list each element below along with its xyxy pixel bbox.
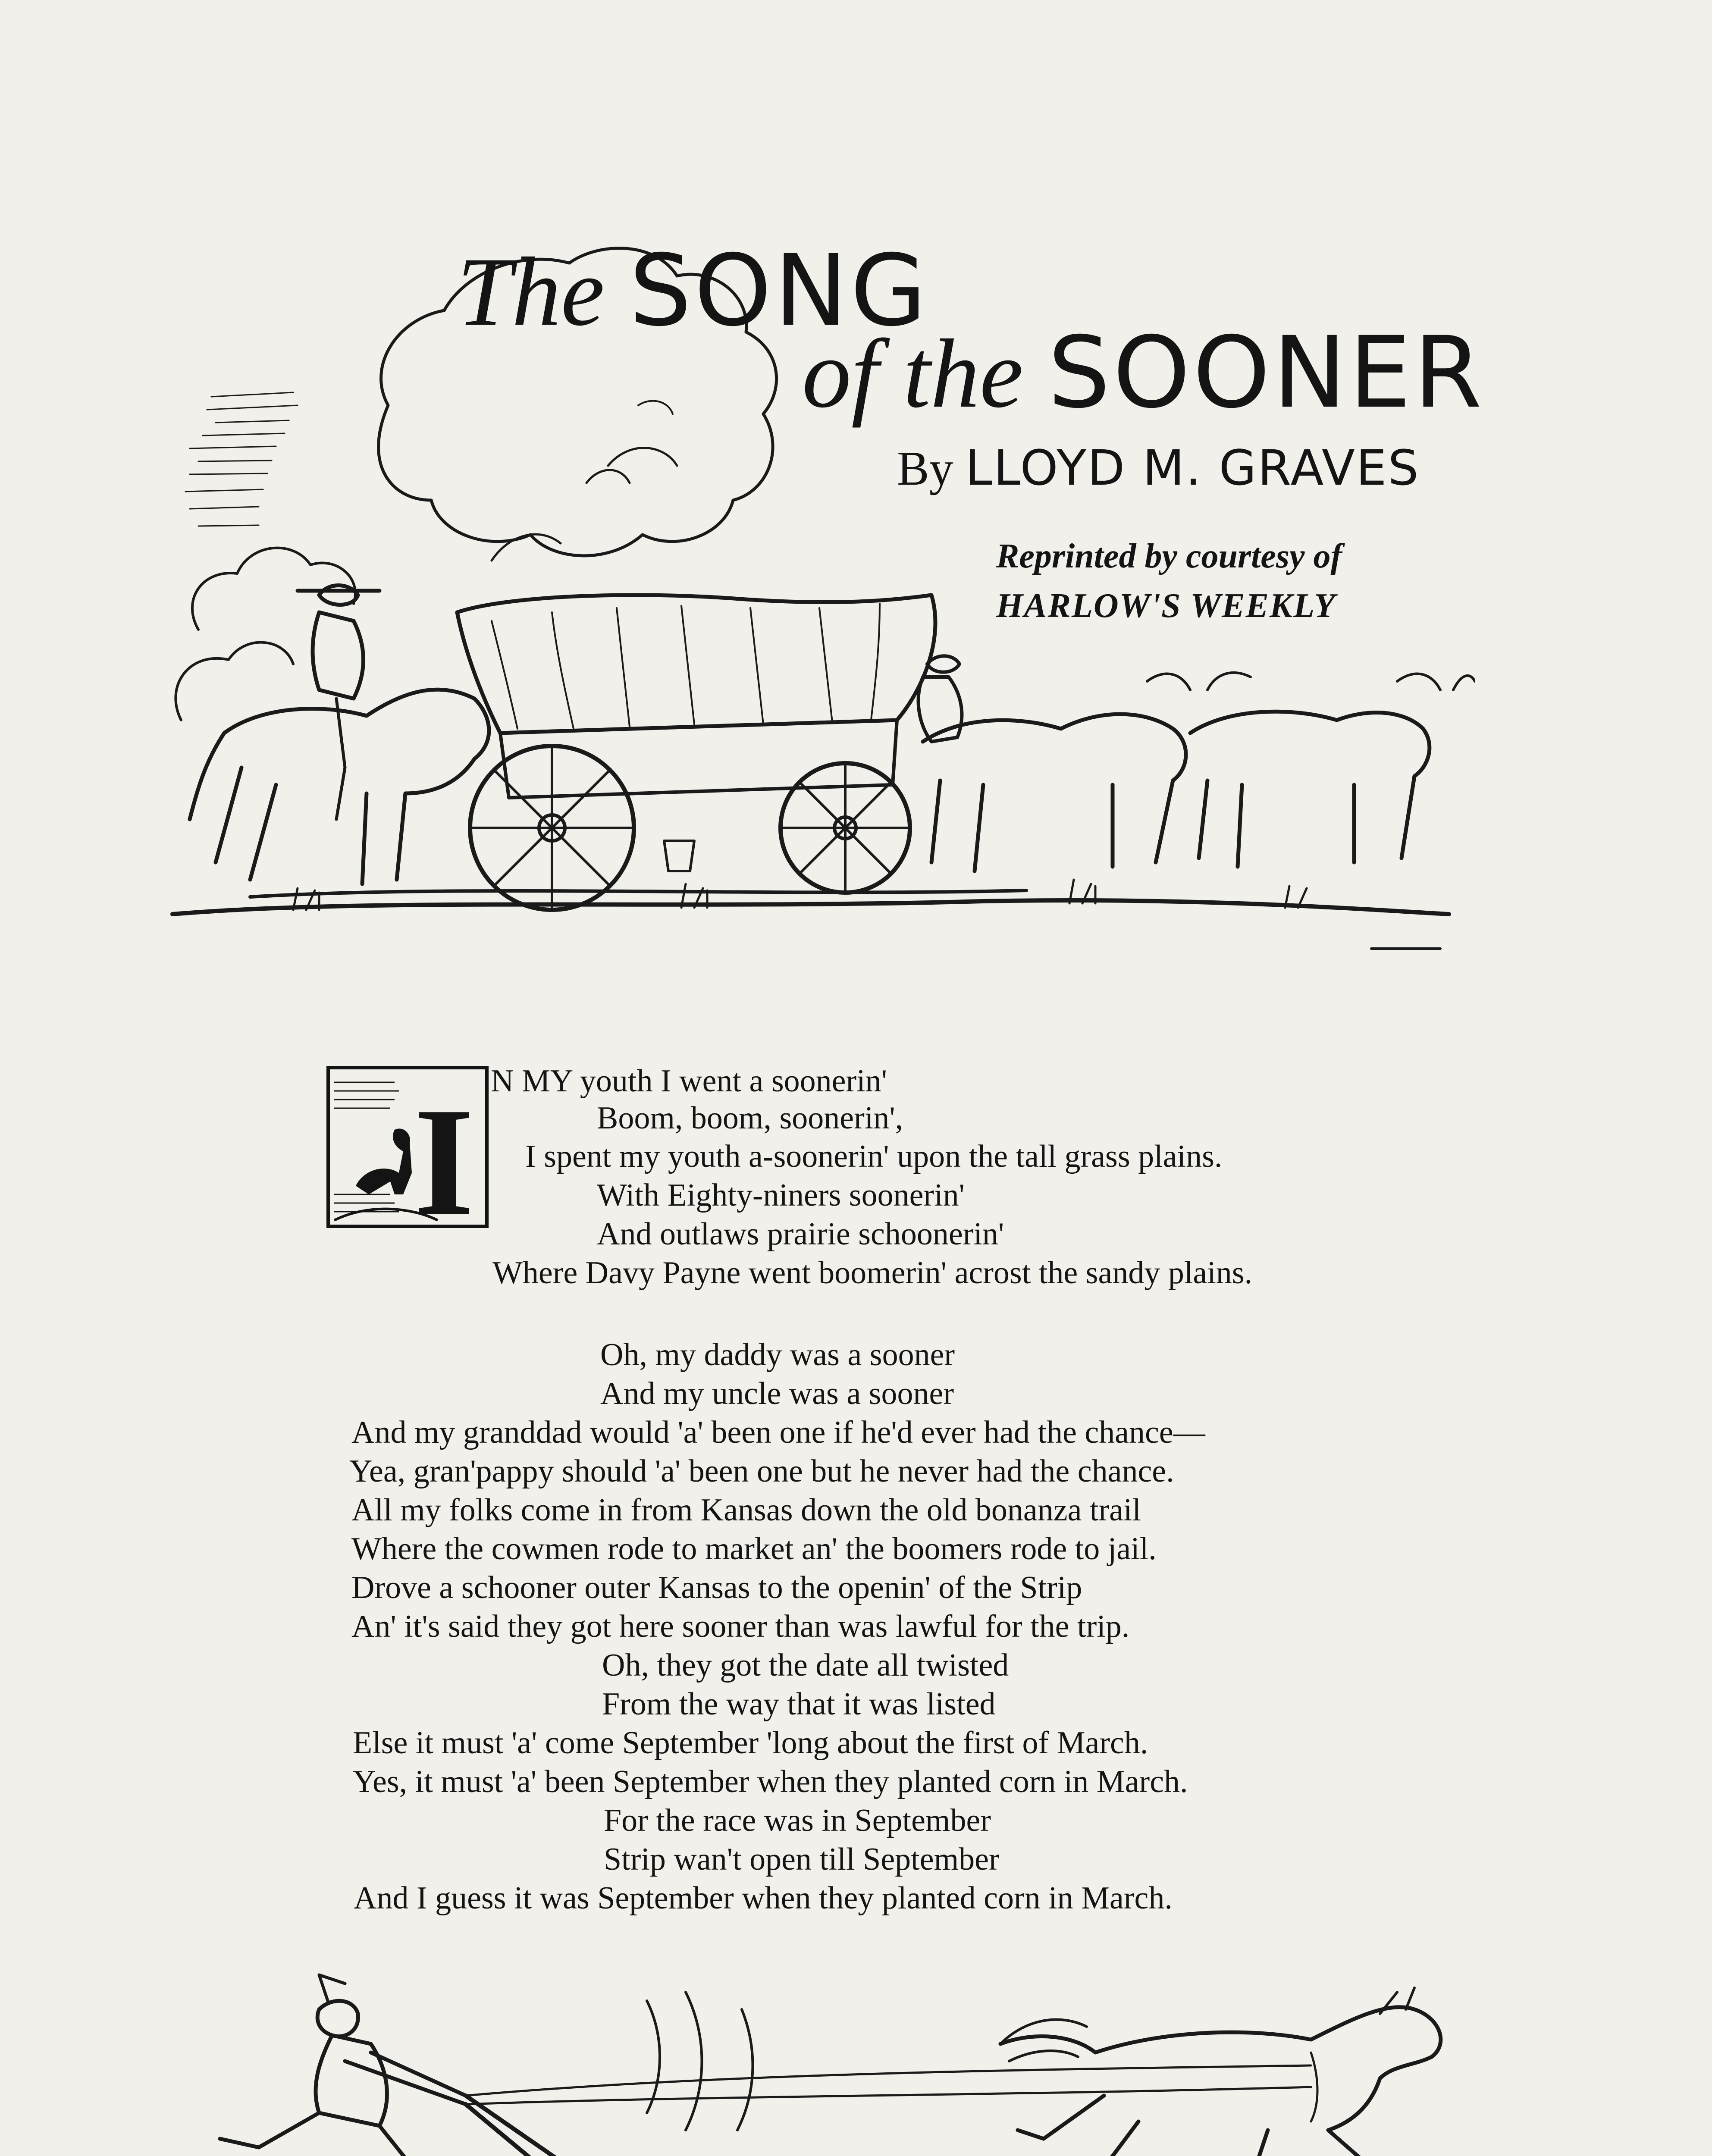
poem-line: N MY youth I went a soonerin' [491, 1063, 887, 1099]
poem-line: And my granddad would 'a' been one if he'd ever had the chance— [351, 1415, 1205, 1450]
poem-line: And my uncle was a sooner [600, 1376, 954, 1411]
rider [298, 586, 379, 699]
byline-author: LLOYD M. GRAVES [965, 440, 1420, 496]
title-the: The [457, 238, 605, 346]
horse [1000, 2007, 1441, 2156]
poem-line: I spent my youth a-soonerin' upon the tall grass plains. [525, 1139, 1223, 1174]
poem-line: From the way that it was listed [602, 1686, 996, 1722]
running-man [220, 2001, 466, 2156]
poem-line: Oh, they got the date all twisted [602, 1648, 1009, 1683]
reprint-credit-line-2: HARLOW'S WEEKLY [996, 587, 1336, 625]
poem-line: Else it must 'a' come September 'long about the first of March. [353, 1725, 1148, 1761]
poem-line: An' it's said they got here sooner than was lawful for the trip. [351, 1609, 1130, 1644]
title-sooner: SOONER [1047, 315, 1485, 430]
poem-line: Strip wan't open till September [604, 1842, 1000, 1877]
poem-line: And outlaws prairie schoonerin' [597, 1216, 1004, 1252]
poem-line: Where the cowmen rode to market an' the boomers rode to jail. [351, 1531, 1157, 1567]
byline [897, 440, 1420, 496]
title-the-2: the [903, 320, 1023, 428]
plow [466, 2096, 681, 2156]
drop-cap-letter: I [414, 1075, 475, 1229]
poem-line: Yea, gran'pappy should 'a' been one but he never had the chance. [349, 1454, 1174, 1489]
poem-line: Drove a schooner outer Kansas to the openin' of the Strip [351, 1570, 1082, 1605]
poem-line: Oh, my daddy was a sooner [600, 1337, 955, 1373]
plow-illustration [190, 1966, 1518, 2156]
title-line-2 [802, 315, 1485, 430]
title-of: of [802, 320, 879, 428]
poem-line: Where Davy Payne went boomerin' acrost the sandy plains. [492, 1255, 1253, 1291]
reprint-credit-line-1: Reprinted by courtesy of [996, 537, 1342, 575]
poem-line: All my folks come in from Kansas down the old bonanza trail [351, 1492, 1141, 1528]
title-song: SONG [629, 233, 929, 348]
poem-line: And I guess it was September when they planted corn in March. [354, 1880, 1173, 1916]
drop-cap [326, 1065, 489, 1229]
oxen [923, 714, 1186, 871]
wagon-cover [457, 595, 935, 733]
poem-line: For the race was in September [604, 1803, 991, 1838]
poem-line: With Eighty-niners soonerin' [597, 1178, 965, 1213]
poem-line: Boom, boom, soonerin', [597, 1100, 903, 1136]
byline-by: By [897, 442, 953, 495]
poem-line: Yes, it must 'a' been September when they planted corn in March. [353, 1764, 1188, 1799]
